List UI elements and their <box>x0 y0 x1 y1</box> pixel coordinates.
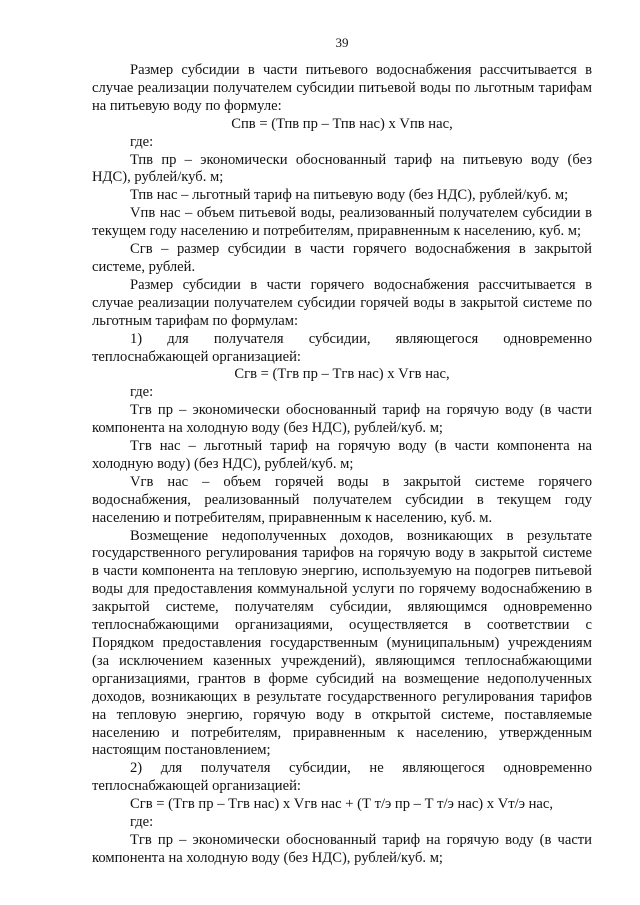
paragraph: Сгв – размер субсидии в части горячего водоснабжения в закрытой системе, рублей. <box>92 241 592 275</box>
where-label: где: <box>130 814 154 831</box>
paragraph: Тгв пр – экономически обоснованный тариф на горячую воду (в части компонента на холодную воду (без НДС), рублей/куб. м; <box>92 402 592 437</box>
formula: Спв = (Тпв пр – Тпв нас) х Vпв нас, <box>231 115 453 132</box>
paragraph: Vпв нас – объем питьевой воды, реализованный получателем субсидии в текущем году населению и потребителям, приравненным к населению, куб. м; <box>92 205 592 240</box>
where-label: где: <box>130 384 154 401</box>
paragraph: Тпв пр – экономически обоснованный тариф на питьевую воду (без НДС), рублей/куб. м; <box>92 151 592 186</box>
where-label: где: <box>130 133 154 150</box>
paragraph: Возмещение недополученных доходов, возникающих в результате государственного регулирования тарифов на горячую воду в закрытой системе в части компонента на тепловую энергию, используемую на подогрев питьевой воды для предоставления коммунальной услуги по горячему водоснабжению в закрытой системе, получателям субсидии, являющимся одновременно теплоснабжающими организациями, осуществляется в соответствии с Порядком предоставления государственным (муниципальным) учреждениям (за исключением казенных учреждений), являющимся теплоснабжающими организациями, грантов в форме субсидий на возмещение недополученных доходов, возникающих в результате государственного регулирования тарифов на тепловую энергию, горячую воду в открытой системе, поставляемые населению и потребителям, приравненным к населению, утвержденным настоящим постановлением; <box>92 527 592 759</box>
page-number: 39 <box>335 35 349 50</box>
formula: Сгв = (Тгв пр – Тгв нас) х Vгв нас, <box>234 366 450 383</box>
paragraph: Тпв нас – льготный тариф на питьевую воду (без НДС), рублей/куб. м; <box>130 187 569 204</box>
paragraph: Vгв нас – объем горячей воды в закрытой системе горячего водоснабжения, реализованный получателем субсидии в текущем году населению и потребителям, приравненным к населению, куб. м. <box>92 473 592 526</box>
paragraph: Размер субсидии в части питьевого водоснабжения рассчитывается в случае реализации получателем субсидии питьевой воды по льготным тарифам на питьевую воду по формуле: <box>92 62 592 114</box>
formula: Сгв = (Тгв пр – Тгв нас) х Vгв нас + (Т т/э пр – Т т/э нас) х Vт/э нас, <box>130 796 554 813</box>
paragraph: Размер субсидии в части горячего водоснабжения рассчитывается в случае реализации получателем субсидии горячей воды в закрытой системе по льготным тарифам по формулам: <box>92 276 592 329</box>
paragraph: 1) для получателя субсидии, являющегося одновременно теплоснабжающей организацией: <box>92 330 592 365</box>
paragraph: Тгв пр – экономически обоснованный тариф на горячую воду (в части компонента на холодную воду (без НДС), рублей/куб. м; <box>92 831 592 866</box>
paragraph: 2) для получателя субсидии, не являющегося одновременно теплоснабжающей организацией: <box>92 760 592 795</box>
paragraph: Тгв нас – льготный тариф на горячую воду (в части компонента на холодную воду) (без НДС), рублей/куб. м; <box>92 438 592 472</box>
